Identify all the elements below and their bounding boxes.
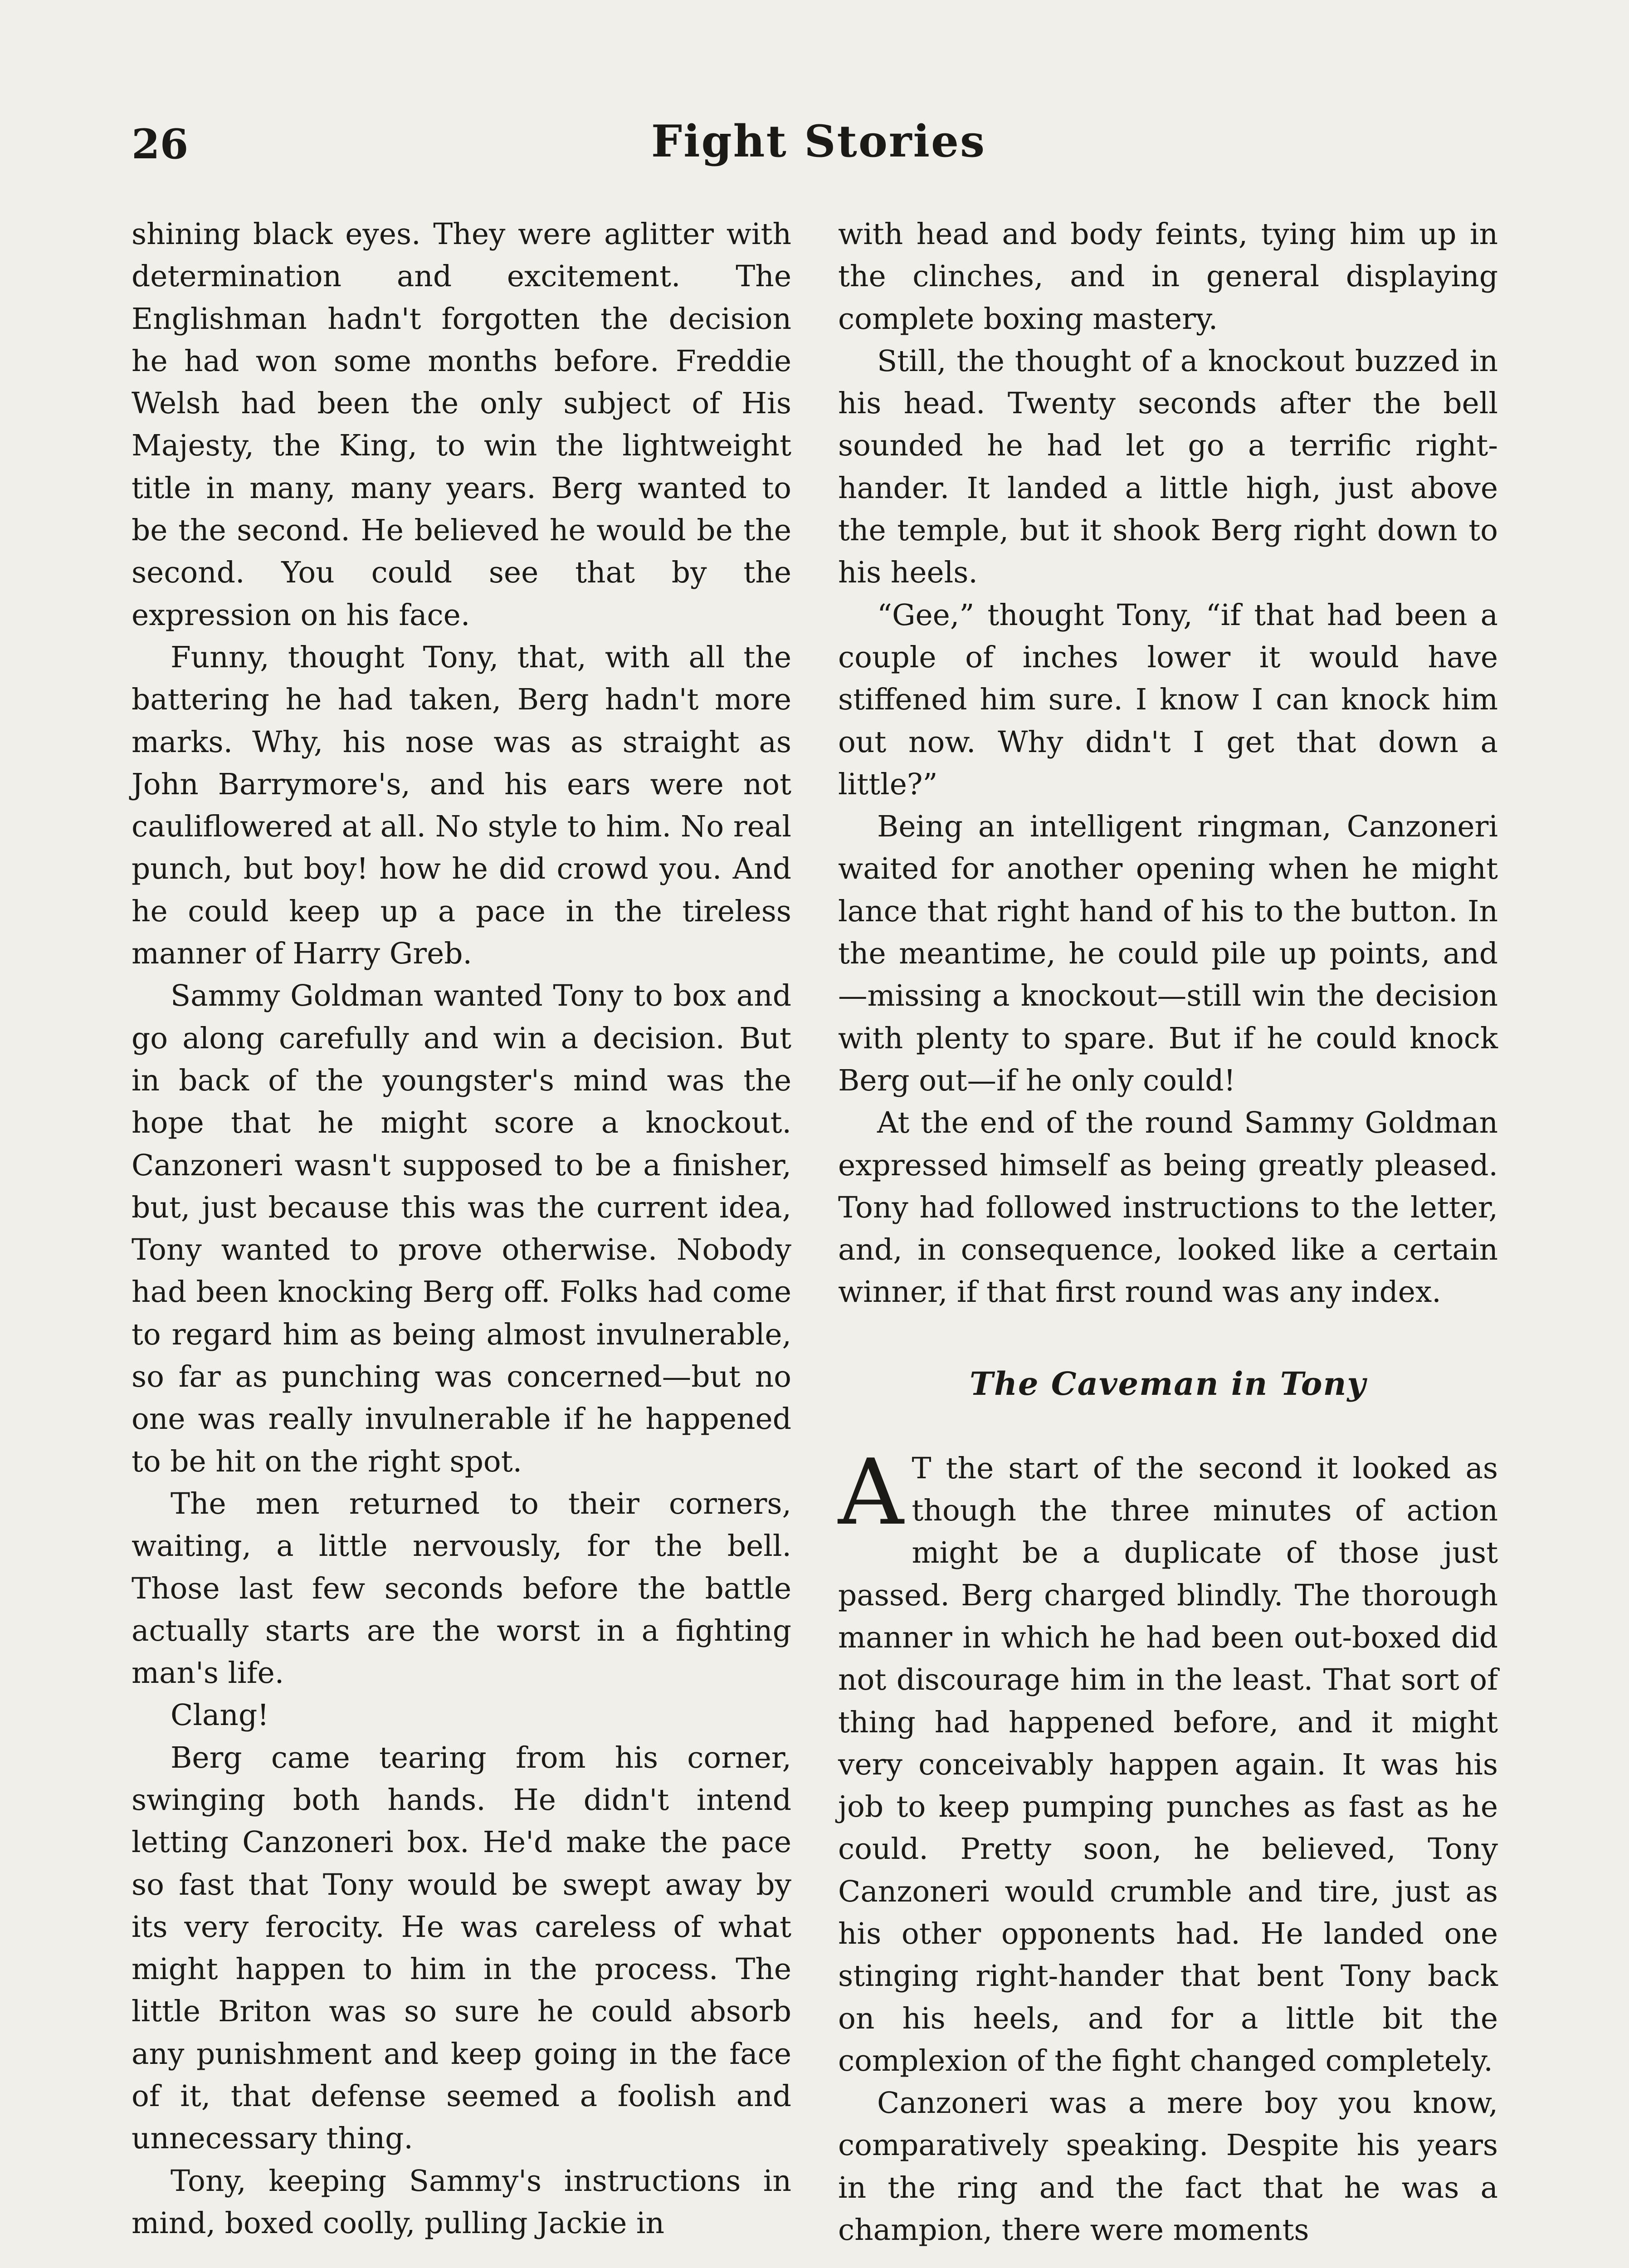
drop-cap: A [838,1439,904,1545]
page-number: 26 [132,120,189,168]
paragraph: Funny, thought Tony, that, with all the battering he had taken, Berg hadn't more marks. Why, his nose was as straight as John Barrymore's, and his ears were not cauliflowered at all. No style to him. No real punch, but boy! how he did crowd you. And he could keep up a pace in the tireless manner of Harry Greb. [132,640,791,971]
section-first-paragraph-text: T the start of the second it looked as though the three minutes of action might be a duplicate of those just passed. Berg charged blindly. The thorough manner in which he had been out-boxed did not discourage him in the least. That sort of thing had happened before, and it might very conceivably happen again. It was his job to keep pumping punches as fast as he could. Pretty soon, he believed, Tony Canzoneri would crumble and tire, just as his other opponents had. He landed one stinging right-hander that bent Tony back on his heels, and for a little bit the complexion of the fight changed completely. [838,1451,1498,2078]
right-column [838,213,1498,2251]
paragraph: Sammy Goldman wanted Tony to box and go along carefully and win a decision. But in back of the youngster's mind was the hope that he might score a knockout. Canzoneri wasn't supposed to be a finisher, but, just because this was the current idea, Tony wanted to prove otherwise. Nobody had been knocking Berg off. Folks had come to regard him as being almost invulnerable, so far as punching was concerned—but no one was really invulnerable if he happened to be hit on the right spot. [132,979,791,1479]
paragraph: Still, the thought of a knockout buzzed in his head. Twenty seconds after the bell sounded he had let go a terrific right-hander. It landed a little high, just above the temple, but it shook Berg right down to his heels. [838,344,1498,590]
section-heading: The Caveman in Tony [969,1364,1367,1403]
left-column [132,213,791,2244]
section-first-paragraph [838,1439,1498,2082]
paragraph: Being an intelligent ringman, Canzoneri waited for another opening when he might lance that right hand of his to the button. In the meantime, he could pile up points, and—missing a knockout—still win the decision with plenty to spare. But if he could knock Berg out—if he only could! [838,810,1498,1098]
paragraph: Clang! [171,1698,269,1733]
paragraph: with head and body feints, tying him up in the clinches, and in general displaying complete boxing mastery. [838,217,1498,336]
paragraph: “Gee,” thought Tony, “if that had been a couple of inches lower it would have stiffened him sure. I know I can knock him out now. Why didn't I get that down a little?” [838,598,1498,802]
paragraph: At the end of the round Sammy Goldman expressed himself as being greatly pleased. Tony had followed instructions to the letter, and, in consequence, looked like a certain winner, if that first round was any index. [838,1106,1498,1310]
paragraph: Berg came tearing from his corner, swinging both hands. He didn't intend letting Canzoneri box. He'd make the pace so fast that Tony would be swept away by its very ferocity. He was careless of what might happen to him in the process. The little Briton was so sure he could absorb any punishment and keep going in the face of it, that defense seemed a foolish and unnecessary thing. [132,1740,791,2156]
paragraph: shining black eyes. They were aglitter with determination and excitement. The Englishman hadn't forgotten the decision he had won some months before. Freddie Welsh had been the only subject of His Majesty, the King, to win the lightweight title in many, many years. Berg wanted to be the second. He believed he would be the second. You could see that by the expression on his face. [132,217,791,632]
running-title: Fight Stories [651,116,986,167]
page-header [132,116,1506,188]
paragraph: Canzoneri was a mere boy you know, comparatively speaking. Despite his years in the ring and the fact that he was a champion, there were moments [838,2086,1498,2248]
paragraph: The men returned to their corners, waiting, a little nervously, for the bell. Those last few seconds before the battle actually starts are the worst in a fighting man's life. [132,1486,791,1691]
paragraph: Tony, keeping Sammy's instructions in mind, boxed coolly, pulling Jackie in [132,2164,791,2240]
